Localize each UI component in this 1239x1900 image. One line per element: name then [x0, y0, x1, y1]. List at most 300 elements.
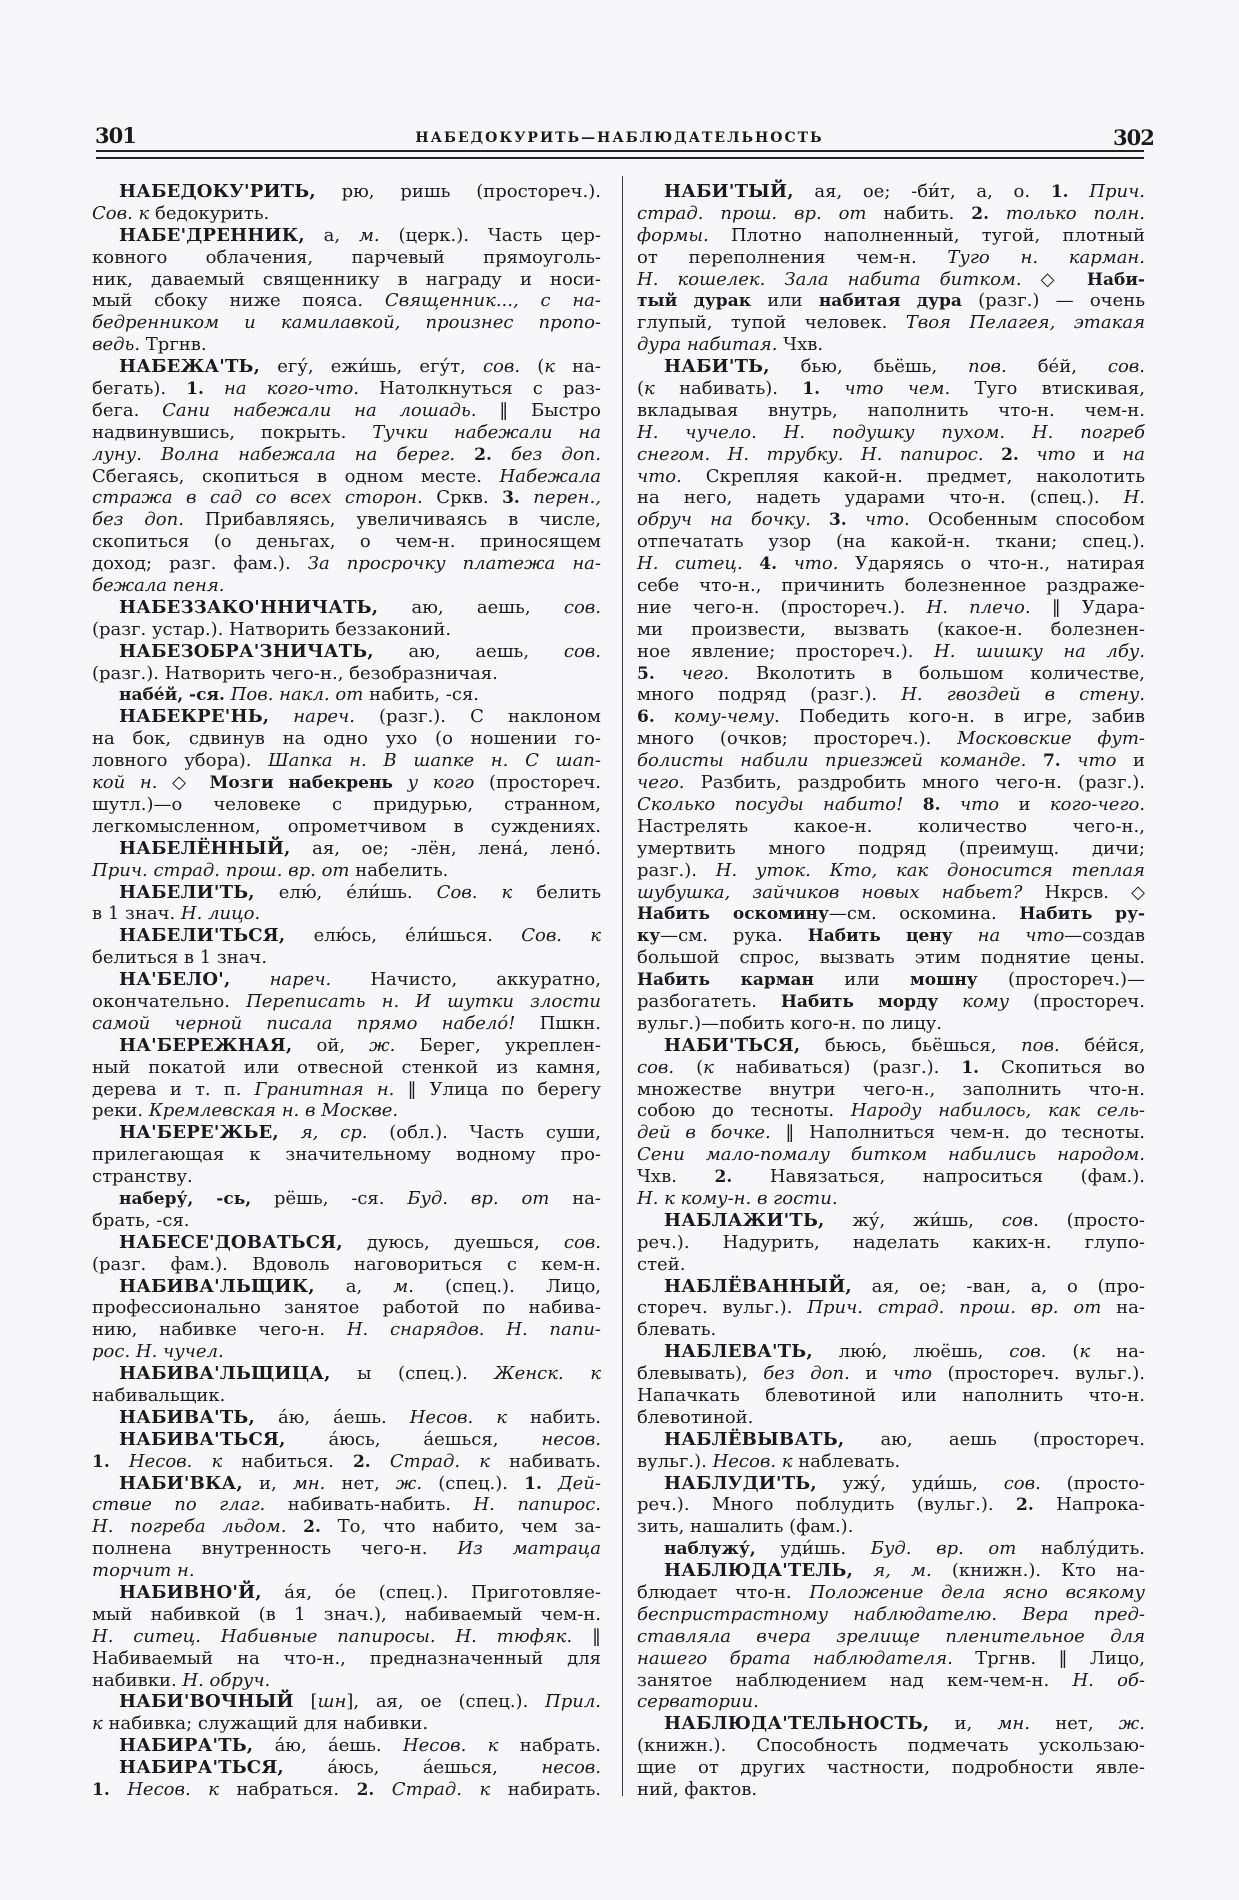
entry-line: [92, 772, 601, 794]
italic-text: сов.: [1003, 1472, 1041, 1494]
text-run: [286, 1516, 303, 1537]
text-run: блевотиной.: [637, 1406, 754, 1428]
italic-text: ж.: [1118, 1713, 1145, 1735]
text-run: дерева и т. п.: [92, 1078, 255, 1100]
entry-line: [637, 838, 1145, 860]
entry-line: [637, 1122, 1145, 1144]
italic-text: серватории.: [637, 1691, 759, 1713]
text-run: уди́шь.: [755, 1538, 871, 1560]
bold-text: Набить оскомину: [637, 904, 829, 925]
entry-line: [637, 1144, 1145, 1166]
bold-text: 2.: [714, 1167, 733, 1188]
text-run: Напачкать блевотиной или наполнить что-н.: [637, 1384, 1145, 1406]
entry-line: [92, 509, 601, 531]
dictionary-entry: [92, 706, 601, 837]
entry-line: [637, 1276, 1145, 1298]
text-run: наблу́дить.: [1016, 1538, 1146, 1560]
headword: НА'БЕЛО',: [119, 969, 231, 991]
text-run: окончательно.: [92, 990, 247, 1012]
italic-text: Н. уток. Кто, как доносится теплая: [715, 859, 1145, 881]
italic-text: на что: [977, 925, 1065, 947]
headword: НАБЛЁВАННЫЙ,: [664, 1275, 852, 1297]
text-run: бе́йся,: [1059, 1034, 1145, 1056]
dictionary-entry: [92, 925, 601, 969]
text-run: [941, 794, 960, 815]
entry-line: [92, 378, 601, 400]
italic-text: Туго н. карман.: [947, 246, 1146, 268]
text-run: Начисто, аккуратно,: [331, 969, 601, 991]
bold-text: 1.: [524, 1473, 542, 1494]
italic-text: Несов. к: [712, 1450, 793, 1472]
text-run: [820, 378, 844, 399]
headword: НА'БЕРЕ'ЖЬЕ,: [119, 1122, 279, 1144]
headword: НАБИ'ТЫЙ,: [664, 181, 794, 202]
text-run: Победить кого-н. в игре, забив: [779, 706, 1145, 728]
dictionary-entry: [92, 1232, 601, 1276]
entry-line: [92, 1385, 601, 1407]
text-run: аю, аешь,: [378, 596, 564, 618]
text-run: Нкрсв. ◇: [1022, 881, 1145, 903]
entry-line: [637, 816, 1145, 838]
italic-text: Прич. страд. прош. вр. от: [807, 1297, 1102, 1319]
italic-text: сов.: [563, 640, 601, 662]
italic-text: снегом. Н. трубку. Н. папирос.: [637, 443, 984, 465]
dictionary-entry: [637, 1341, 1145, 1429]
entry-line: [92, 1276, 601, 1298]
italic-text: только полн.: [1005, 202, 1145, 224]
text-run: бедокурить.: [149, 202, 270, 224]
entry-line: [637, 641, 1145, 663]
entry-line: [637, 400, 1145, 422]
entry-line: [92, 531, 601, 553]
header-rule-top: [96, 150, 1144, 152]
bold-text: 1.: [186, 379, 204, 400]
italic-text: бежала пеня.: [92, 575, 225, 597]
italic-text: что: [1036, 443, 1076, 465]
dictionary-entry: [92, 684, 601, 706]
entry-line: [92, 203, 601, 225]
italic-text: сов.: [1001, 1209, 1039, 1231]
italic-text: чего.: [637, 772, 685, 794]
text-run: белить: [512, 881, 602, 903]
text-run: Натолкнуться с раз-: [359, 378, 602, 400]
entry-line: [92, 290, 601, 312]
text-run: ◇: [1021, 268, 1087, 290]
italic-text: Сани набежали на лошадь.: [162, 399, 477, 421]
italic-text: Сов. к: [521, 925, 602, 947]
text-run: зить, нашалить (фам.).: [637, 1516, 854, 1538]
text-run: Скопиться во: [979, 1056, 1145, 1078]
text-run: ая, ое; -лён, лена́, лено́.: [290, 837, 601, 859]
text-run: ми произвести, вызвать (какое-н. болезнен-: [637, 618, 1145, 640]
text-run: набраться.: [218, 1779, 357, 1801]
entry-line: [637, 466, 1145, 488]
entry-line: [637, 1626, 1145, 1648]
bold-text: Набить морду: [780, 991, 939, 1012]
entry-line: [637, 1691, 1145, 1713]
text-run: Вколотить в большом количестве,: [729, 662, 1145, 684]
headword: НАБЕСЕ'ДОВАТЬСЯ,: [119, 1231, 343, 1253]
entry-line: [637, 619, 1145, 641]
italic-text: к: [544, 356, 556, 378]
italic-text: шубушка, зайчиков новых набьет?: [637, 881, 1023, 903]
italic-text: я, м.: [873, 1560, 932, 1582]
italic-text: рос. Н. чучел.: [92, 1341, 224, 1363]
text-run: [953, 925, 978, 946]
text-run: набивать-набить.: [265, 1494, 474, 1516]
text-run: а́я, о́е (спец.). Приготовляе-: [261, 1582, 601, 1603]
italic-text: болисты набили приезжей команде.: [637, 750, 1027, 772]
text-run: ы (спец.).: [330, 1363, 495, 1385]
italic-text: нашего брата наблюдателя.: [637, 1647, 953, 1669]
entry-line: [637, 444, 1145, 466]
text-run: (церк.). Часть цер-: [379, 224, 602, 246]
italic-text: Тучки набежали на: [372, 421, 601, 443]
entry-line: [92, 1166, 601, 1188]
text-run: Прибавляясь, увеличиваясь в числе,: [183, 509, 601, 531]
text-run: Пшкн.: [515, 1012, 601, 1034]
bold-text: 1.: [92, 1780, 110, 1801]
text-run: (: [637, 378, 645, 400]
text-run: и: [849, 1363, 893, 1385]
italic-text: Народу набилось, как сель-: [850, 1100, 1145, 1122]
entry-line: [637, 1385, 1145, 1407]
text-run: [938, 991, 962, 1012]
text-run: а́ю, а́ешь.: [253, 1735, 403, 1757]
text-run: [110, 1779, 127, 1800]
entry-line: [637, 1035, 1145, 1057]
headword: НАБЕКРЕ'НЬ,: [119, 706, 270, 728]
headword: НАБЕ'ДРЕННИК,: [119, 224, 305, 246]
entry-line: [637, 575, 1145, 597]
sub-headword: наблужу́,: [664, 1539, 756, 1560]
entry-line: [92, 1100, 601, 1122]
text-run: Ударяясь о что-н., натирая: [838, 553, 1145, 575]
text-run: [: [293, 1691, 318, 1713]
entry-line: [92, 1757, 601, 1779]
dictionary-entry: [92, 225, 601, 356]
text-run: набивальщик.: [92, 1384, 226, 1406]
text-run: [110, 1451, 129, 1472]
text-run: и: [999, 793, 1050, 815]
entry-line: [92, 838, 601, 860]
italic-text: Н. лицо.: [180, 903, 261, 925]
entry-line: [92, 925, 601, 947]
text-run: и: [1075, 443, 1123, 465]
text-run: [1019, 444, 1037, 465]
dictionary-entry: [92, 1473, 601, 1582]
text-run: стей.: [637, 1253, 686, 1275]
headword: НАБИ'ВКА,: [119, 1472, 243, 1494]
text-run: [655, 663, 682, 684]
italic-text: Н.: [1123, 487, 1145, 509]
text-run: на-: [1090, 1341, 1145, 1363]
bold-text: 7.: [1042, 751, 1061, 772]
bold-text: Набить цену: [807, 926, 953, 947]
text-run: блевывать),: [637, 1363, 764, 1385]
italic-text: луну. Волна набежала на берег.: [92, 443, 456, 465]
dictionary-entry: [92, 838, 601, 882]
italic-text: м.: [393, 1275, 414, 1297]
headword: НАБЛЮДА'ТЕЛЬ,: [664, 1560, 854, 1582]
text-run: множестве внутри чего-н., заполнить что-н.: [637, 1078, 1145, 1100]
dictionary-entry: [637, 1210, 1145, 1276]
entry-line: [637, 1670, 1145, 1692]
italic-text: Н. ситец. Набивные папиросы. Н. тюфяк.: [92, 1625, 573, 1647]
italic-text: Переписать н. И шутки злости: [246, 990, 601, 1012]
dictionary-entry: [637, 181, 1145, 356]
headword: НАБИРА'ТЬ,: [119, 1735, 254, 1757]
text-run: странству.: [92, 1166, 193, 1188]
italic-text: кого-чего.: [1049, 793, 1145, 815]
text-run: ние чего-н. (простореч.).: [637, 596, 927, 618]
text-run: набиваться) (разг.).: [713, 1056, 962, 1078]
entry-line: [92, 1451, 601, 1473]
text-run: елю́, е́ли́шь.: [254, 881, 437, 903]
italic-text: ставляла вчера зрелище пленительное для: [637, 1625, 1145, 1647]
headword: НАБИВА'ТЬСЯ,: [119, 1428, 286, 1450]
text-run: Туго втискивая,: [950, 378, 1146, 400]
italic-text: на кого-что.: [223, 378, 360, 400]
italic-text: Несов. к: [402, 1735, 499, 1757]
entry-line: [637, 1100, 1145, 1122]
text-run: (простореч. вульг.).: [932, 1363, 1145, 1385]
text-run: реч.). Надурить, наделать каких-н. глупо-: [637, 1231, 1145, 1253]
italic-text: Н. кошелек. Зала набита битком.: [637, 268, 1022, 290]
text-run: [984, 444, 1002, 465]
italic-text: что: [1077, 750, 1117, 772]
entry-line: [92, 1144, 601, 1166]
entry-line: [637, 269, 1145, 291]
text-run: белиться в 1 знач.: [92, 947, 268, 969]
bold-text: 3.: [828, 510, 847, 531]
text-run: рю, ришь (простореч.).: [315, 181, 601, 202]
text-run: жу́, жи́шь,: [824, 1209, 1002, 1231]
bold-text: 8.: [922, 794, 941, 815]
text-run: (книжн.). Кто на-: [931, 1560, 1145, 1582]
entry-line: [637, 312, 1145, 334]
italic-text: Из матраца: [457, 1538, 601, 1560]
entry-line: [637, 1560, 1145, 1582]
entry-line: [637, 903, 1145, 925]
dictionary-entry: [92, 1035, 601, 1123]
entry-line: [92, 400, 601, 422]
text-run: нет,: [325, 1472, 396, 1494]
text-run: [655, 706, 674, 727]
entry-line: [92, 1254, 601, 1276]
entry-line: [637, 925, 1145, 947]
italic-text: Гранитная н.: [254, 1078, 395, 1100]
headword: НАБЕЛЁННЫЙ,: [119, 837, 291, 859]
bold-text: 5.: [637, 663, 655, 684]
text-run: набелить.: [349, 859, 449, 881]
bold-text: ку: [637, 926, 661, 947]
entry-line: [637, 1057, 1145, 1079]
entry-line: [92, 860, 601, 882]
text-run: (разг.). Натворить чего-н., безобразничая.: [92, 662, 498, 684]
entry-line: [637, 728, 1145, 750]
entry-line: [637, 1604, 1145, 1626]
text-run: щие от других частности, подробности явле-: [637, 1757, 1145, 1779]
text-run: набить, -ся.: [363, 684, 480, 706]
italic-text: к: [92, 1713, 103, 1735]
text-run: набирать.: [490, 1779, 601, 1801]
entry-line: [637, 1232, 1145, 1254]
text-run: Навязаться, напроситься (фам.).: [732, 1166, 1145, 1188]
text-run: мый набивкой (в 1 знач.), набиваемый чем-н.: [92, 1603, 601, 1625]
entry-line: [92, 1582, 601, 1604]
entry-line: [637, 1188, 1145, 1210]
text-run: ный покатой или отвесной стенкой из камня,: [92, 1056, 601, 1078]
text-run: —создав: [1064, 925, 1145, 947]
text-run: Тргнв.: [140, 334, 207, 356]
entry-line: [92, 247, 601, 269]
italic-text: формы.: [637, 224, 709, 246]
entry-line: [637, 1210, 1145, 1232]
italic-text: За просрочку платежа на-: [307, 553, 601, 575]
header-rule-bottom: [96, 157, 1144, 159]
text-run: Настрелять какое-н. количество чего-н.,: [637, 815, 1145, 837]
headword: НАБИВНО'Й,: [119, 1582, 262, 1603]
dictionary-entry: [637, 1276, 1145, 1342]
text-run: наблевать.: [792, 1450, 901, 1472]
entry-line: [92, 356, 601, 378]
italic-text: ж.: [395, 1472, 423, 1494]
entry-line: [92, 663, 601, 685]
entry-line: [92, 1210, 601, 1232]
text-run: [374, 1779, 391, 1800]
text-run: реч.). Много поблудить (вульг.).: [637, 1494, 1017, 1516]
text-run: (: [674, 1056, 704, 1078]
text-run: большой спрос, вызвать этим поднятие цены.: [637, 947, 1145, 969]
entry-line: [92, 1735, 601, 1757]
entry-line: [637, 509, 1145, 531]
text-run: глупый, тупой человек.: [637, 312, 906, 334]
bold-text: 2.: [474, 444, 492, 465]
entry-line: [637, 882, 1145, 904]
text-run: на бок, сдвинув на одно ухо (о ношении го-: [92, 728, 601, 750]
headword: НАБЕЗОБРА'ЗНИЧАТЬ,: [119, 640, 374, 662]
dictionary-entry: [92, 356, 601, 597]
entry-line: [637, 203, 1145, 225]
text-run: аю, аешь,: [373, 640, 564, 662]
entry-line: [637, 1254, 1145, 1276]
bold-text: тый дурак: [637, 291, 751, 312]
italic-text: без доп.: [92, 509, 184, 531]
italic-text: что: [959, 793, 1000, 815]
entry-line: [92, 1122, 601, 1144]
text-run: набивка; служащий для набивки.: [102, 1713, 429, 1735]
entry-line: [92, 444, 601, 466]
italic-text: Священник..., с на-: [384, 290, 601, 312]
entry-line: [92, 882, 601, 904]
entry-line: [637, 1538, 1145, 1560]
text-run: бе́й,: [1006, 356, 1108, 378]
entry-line: [92, 312, 601, 334]
text-run: [1061, 750, 1078, 771]
column-divider: [622, 176, 623, 1796]
dictionary-entry: [92, 1276, 601, 1364]
italic-text: что чем.: [844, 378, 951, 400]
text-run: (книжн.). Способность подмечать ускользаю-: [637, 1735, 1145, 1757]
italic-text: что.: [864, 509, 910, 531]
text-run: Тргнв. ‖ Лицо,: [952, 1647, 1145, 1669]
text-run: бьюсь, бьёшься,: [800, 1034, 1022, 1056]
text-run: а́юсь, а́ешься,: [285, 1428, 542, 1450]
dictionary-entry: [637, 1429, 1145, 1473]
italic-text: Положение дела ясно всякому: [809, 1582, 1145, 1603]
text-run: —см. оскомина.: [828, 903, 1020, 925]
italic-text: Н. шишку на лбу.: [934, 640, 1146, 662]
italic-text: что: [892, 1363, 932, 1385]
text-run: [542, 1473, 558, 1494]
italic-text: что.: [637, 465, 682, 487]
entry-line: [637, 247, 1145, 269]
dictionary-entry: [637, 1035, 1145, 1210]
dictionary-entry: [92, 1122, 601, 1188]
italic-text: Женск. к: [494, 1363, 601, 1385]
text-run: занятое наблюдением над кем-чем-н.: [637, 1669, 1073, 1691]
text-run: а́юсь, а́ешься,: [283, 1757, 542, 1779]
entry-line: [637, 1297, 1145, 1319]
text-run: (: [1046, 1341, 1080, 1363]
entry-line: [637, 1341, 1145, 1363]
text-run: шутл.)—о человеке с придурью, странном,: [92, 793, 601, 815]
entry-line: [637, 1494, 1145, 1516]
text-run: Чхв.: [637, 1166, 715, 1188]
italic-text: Кремлевская н. в Москве.: [148, 1100, 399, 1122]
text-run: набивать).: [654, 378, 803, 400]
text-run: на-: [1101, 1297, 1145, 1319]
entry-line: [637, 290, 1145, 312]
text-run: бега.: [92, 399, 163, 421]
italic-text: страд. прош. вр. от: [637, 202, 867, 224]
italic-text: Сколько посуды набито!: [637, 793, 904, 815]
entry-line: [92, 1407, 601, 1429]
entry-line: [92, 903, 601, 925]
sub-headword: наберу́, -сь,: [119, 1188, 252, 1209]
italic-text: мн.: [292, 1472, 326, 1494]
entry-line: [92, 1560, 601, 1582]
bold-text: 1.: [961, 1057, 980, 1078]
italic-text: сов.: [563, 1231, 601, 1253]
italic-text: ж.: [369, 1034, 396, 1056]
entry-line: [637, 356, 1145, 378]
headword: НАБЕЛИ'ТЬСЯ,: [119, 925, 286, 947]
italic-text: кой н.: [92, 772, 158, 794]
italic-text: обруч на бочку.: [637, 509, 811, 531]
entry-line: [637, 378, 1145, 400]
text-run: [989, 203, 1006, 224]
dictionary-entry: [92, 641, 601, 685]
dictionary-entry: [92, 1582, 601, 1691]
italic-text: Н. к кому-н. в гости.: [637, 1187, 838, 1209]
dictionary-entry: [92, 1735, 601, 1757]
text-run: блюдает что-н.: [637, 1582, 810, 1603]
entry-line: [92, 553, 601, 575]
entry-line: [637, 1319, 1145, 1341]
entry-line: [92, 1363, 601, 1385]
entry-line: [92, 750, 601, 772]
page-number-left: 301: [95, 123, 136, 148]
text-run: набивки.: [92, 1669, 183, 1691]
entry-line: [637, 1735, 1145, 1757]
italic-text: Сени мало-помалу битком набились народом.: [637, 1144, 1145, 1166]
entry-line: [92, 575, 601, 597]
bold-text: 3.: [502, 488, 520, 509]
headword: НАБИ'ВОЧНЫЙ: [119, 1691, 294, 1713]
entry-line: [92, 1648, 601, 1670]
